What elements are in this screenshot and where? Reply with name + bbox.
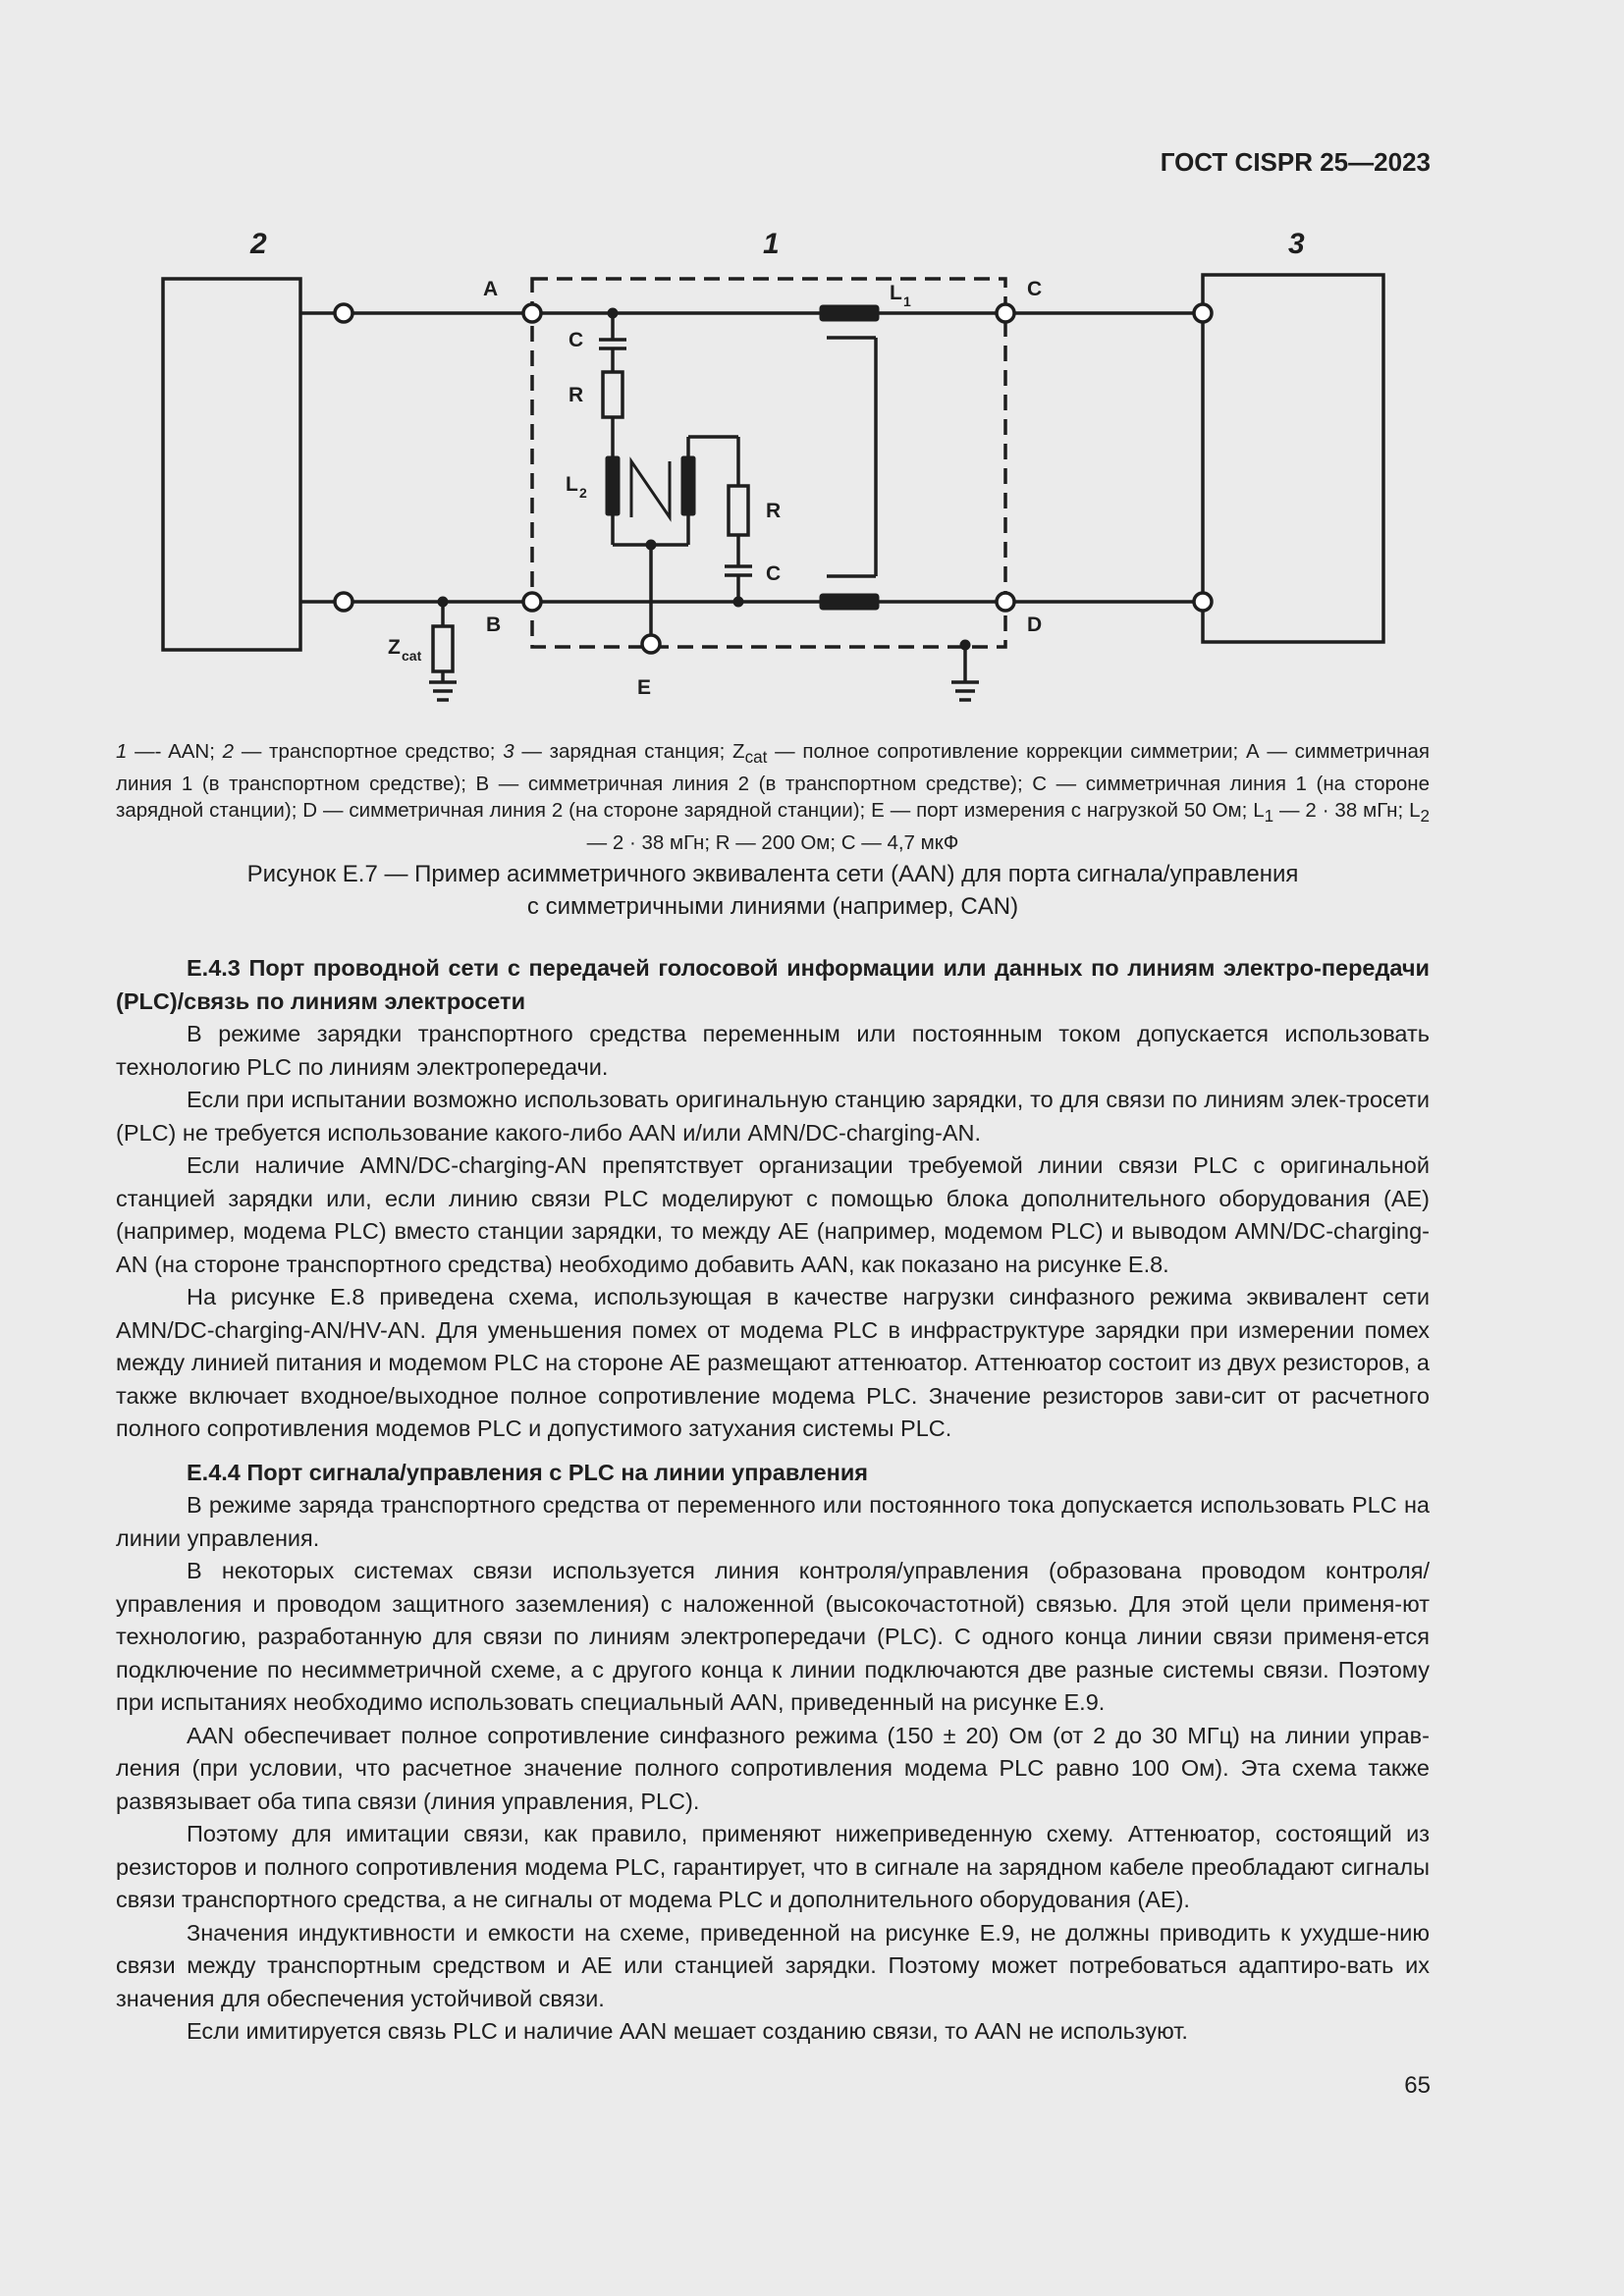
paragraph: На рисунке Е.8 приведена схема, использующая в качестве нагрузки синфазного режима эквивалент сети AMN/DC-charging-AN/HV-AN. Для уменьшения помех от модема PLC в инфраструктуре зарядки при измерении помех между линией питания и модемом PLC на стороне AE размещают аттенюатор. Аттенюатор состоит из двух резисторов, а также включает входное/выходное полное сопротивление модема PLC. Значение резисторов зави-сит от расчетного полного сопротивления модемов PLC и допустимого затухания системы PLC. [116, 1284, 1430, 1441]
inductor-l2-left [606, 456, 620, 515]
page-number: 65 [1404, 2072, 1431, 2099]
label-l1-sub: 1 [903, 294, 911, 309]
terminal-b [523, 593, 541, 611]
label-r2: R [766, 500, 782, 522]
terminal-vehicle-top [335, 304, 352, 322]
paragraph: Если при испытании возможно использовать оригинальную станцию зарядки, то для связи по линиям элек-тросети (PLC) не требуется использование какого-либо AAN и/или AMN/DC-charging-AN. [116, 1087, 1430, 1146]
document-header: ГОСТ CISPR 25—2023 [1160, 147, 1431, 177]
terminal-e [642, 635, 660, 653]
section-heading-e43: Е.4.3 Порт проводной сети с передачей голосовой информации или данных по линиям электро-передачи (PLC)/связь по линиям электросети [116, 955, 1430, 1014]
node-label-b: B [486, 614, 502, 636]
paragraph: Поэтому для имитации связи, как правило, применяют нижеприведенную схему. Аттенюатор, состоящий из резисторов и полного сопротивления модема PLC, гарантирует, что в сигнале на зарядном кабеле преобладают сигналы связи транспортного средства, а не сигналы от модема PLC и дополнительного оборудования (AE). [116, 1821, 1430, 1912]
inductor-l2-right [681, 456, 695, 515]
terminal-vehicle-bottom [335, 593, 352, 611]
node-label-d: D [1027, 614, 1043, 636]
label-zcat-sub: cat [402, 648, 422, 664]
zcat-resistor [433, 626, 453, 671]
circuit-diagram [152, 221, 1409, 712]
terminal-c [997, 304, 1014, 322]
block-label-3: 3 [1288, 228, 1305, 260]
terminal-station-top [1194, 304, 1212, 322]
figure-caption-line-1: Рисунок Е.7 — Пример асимметричного эквивалента сети (AAN) для порта сигнала/управления [246, 861, 1299, 887]
terminal-station-bottom [1194, 593, 1212, 611]
block-label-2: 2 [250, 228, 267, 260]
paragraph: Значения индуктивности и емкости на схеме, приведенной на рисунке Е.9, не должны приводить к ухудше-нию связи между транспортным средством и AE или станцией зарядки. Поэтому может потребоваться адаптиро-вать их значения для обеспечения устойчивой связи. [116, 1919, 1430, 2011]
label-l2: L [566, 473, 578, 496]
figure-legend: 1 —- AAN; 2 — транспортное средство; 3 — зарядная станция; $Z_{cat}$ — полное сопротивление коррекции симметрии; А — симметричная линия 1 (в транспортном средстве); В — симметричная линия 2 (в транспортном средстве); С — симметричная линия 1 (на стороне зарядной станции); D — симметричная линия 2 (на стороне зарядной станции); Е — порт измерения с нагрузкой 50 Ом; $L_1$ — 2 · 38 мГн; $L_2$ — 2 · 38 мГн; R — 200 Ом; С — 4,7 мкФ [116, 740, 1430, 855]
inductor-l1-bottom [820, 594, 879, 610]
body-text [116, 952, 1430, 2049]
circuit-svg [152, 221, 1409, 712]
label-l1: L [890, 282, 902, 304]
paragraph: В режиме заряда транспортного средства от переменного или постоянного тока допускается использовать PLC на линии управления. [116, 1492, 1430, 1551]
label-r1: R [568, 384, 584, 406]
paragraph: В режиме зарядки транспортного средства переменным или постоянным током допускается использовать технологию PLC по линиям электропередачи. [116, 1021, 1430, 1080]
vehicle-block [163, 279, 300, 650]
paragraph: AAN обеспечивает полное сопротивление синфазного режима (150 ± 20) Ом (от 2 до 30 МГц) на линии управ-ления (при условии, что расчетное значение полного сопротивления модема PLC равно 100 Ом). Эта схема также развязывает оба типа связи (линия управления, PLC). [116, 1722, 1430, 1814]
paragraph: Если наличие AMN/DC-charging-AN препятствует организации требуемой линии связи PLC с оригинальной станцией зарядки или, если линию связи PLC моделируют с помощью блока дополнительного оборудования (AE) (например, модема PLC) вместо станции зарядки, то между AE (например, модемом PLC) и выводом AMN/DC-charging-AN (на стороне транспортного средства) необходимо добавить AAN, как показано на рисунке Е.8. [116, 1152, 1430, 1277]
paragraph: Если имитируется связь PLC и наличие AAN мешает созданию связи, то AAN не используют. [187, 2018, 1188, 2044]
resistor-r2 [729, 486, 748, 535]
terminal-d [997, 593, 1014, 611]
inductor-l1-top [820, 305, 879, 321]
block-label-1: 1 [763, 228, 780, 260]
resistor-r1 [603, 372, 623, 417]
figure-caption [116, 858, 1430, 923]
aan-block [532, 279, 1005, 647]
node-label-a: A [483, 278, 499, 300]
label-c1: C [568, 329, 584, 351]
charging-station-block [1203, 275, 1383, 642]
paragraph: В некоторых системах связи используется линия контроля/управления (образована проводом контроля/управления и проводом защитного заземления) с наложенной (высокочастотной) связью. Для этой цели применя-ют технологию, разработанную для связи по линиям электропередачи (PLC). С одного конца линии связи применя-ется подключение по несимметричной схеме, а с другого конца к линии подключаются две разные системы связи. Поэтому при испытаниях необходимо использовать специальный AAN, приведенный на рисунке Е.9. [116, 1558, 1430, 1715]
label-l2-sub: 2 [579, 485, 587, 501]
terminal-a [523, 304, 541, 322]
label-c2: C [766, 562, 782, 585]
node-label-c: C [1027, 278, 1043, 300]
figure-caption-line-2: с симметричными линиями (например, CAN) [526, 893, 1019, 920]
node-label-e: E [637, 676, 652, 699]
section-heading-e44: Е.4.4 Порт сигнала/управления с PLC на линии управления [187, 1459, 868, 1485]
label-zcat: Z [388, 636, 401, 659]
